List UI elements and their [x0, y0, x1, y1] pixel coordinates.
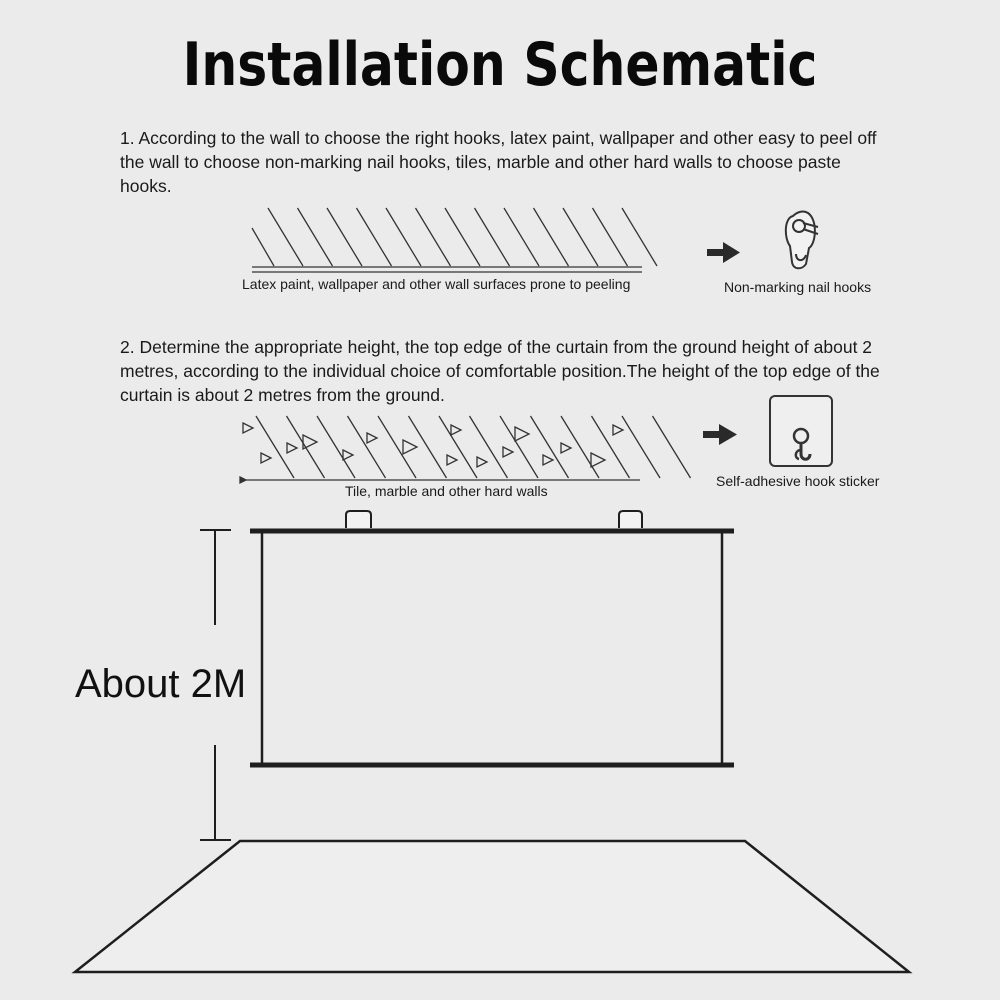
hard-wall-illustration: [240, 416, 691, 483]
step2-text: 2. Determine the appropriate height, the top edge of the curtain from the ground height of about 2 metres, according to the individual choice of comfortable position.The height of the top edge of the curtain is about 2 metres from the ground.: [120, 337, 880, 405]
nail-hook-icon: [786, 212, 818, 269]
curtain-illustration: [250, 511, 734, 765]
page-title: Installation Schematic: [182, 30, 818, 100]
step1-text: 1. According to the wall to choose the right hooks, latex paint, wallpaper and other easy to peel off the wall to choose non-marking nail hooks, tiles, marble and other hard walls to choose paste hooks.: [120, 128, 877, 196]
arrow-right-icon: [707, 242, 740, 263]
nail-hook-caption: Non-marking nail hooks: [724, 279, 872, 295]
adhesive-hook-icon: [770, 396, 832, 466]
arrow-right-icon: [703, 424, 737, 445]
adhesive-hook-caption: Self-adhesive hook sticker: [716, 473, 880, 489]
soft-wall-illustration: [252, 208, 657, 272]
height-label: About 2M: [75, 662, 247, 706]
hard-wall-caption: Tile, marble and other hard walls: [345, 483, 548, 499]
floor-illustration: [75, 841, 909, 972]
soft-wall-caption: Latex paint, wallpaper and other wall surfaces prone to peeling: [242, 276, 631, 292]
